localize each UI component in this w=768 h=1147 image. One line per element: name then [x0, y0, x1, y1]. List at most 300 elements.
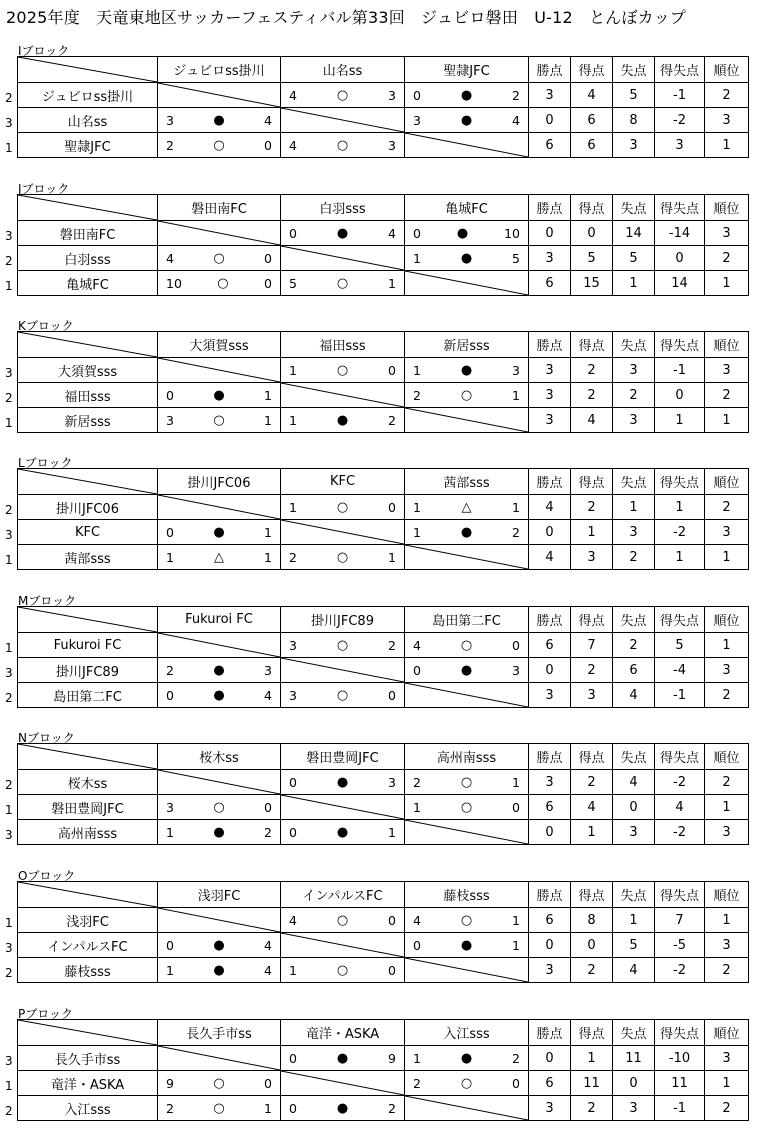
table-row: [18, 271, 749, 296]
match-score: [158, 550, 280, 565]
side-rank-number: 3: [5, 666, 13, 680]
stat-value: -2: [655, 108, 705, 133]
stat-value: 3: [571, 683, 613, 708]
stat-value: -4: [655, 658, 705, 683]
match-score: [405, 525, 528, 540]
table-row: [18, 795, 749, 820]
table-row: [18, 83, 749, 108]
stat-header: 勝点: [529, 607, 571, 633]
stat-value: 7: [571, 633, 613, 658]
diagonal-slash: [281, 246, 404, 270]
result-mark: ●: [213, 962, 225, 978]
goals-for: 0: [413, 662, 421, 678]
result-mark: ●: [460, 662, 473, 678]
side-rank-number: 1: [5, 416, 13, 430]
stat-header: 失点: [613, 195, 655, 221]
self-match-cell: [405, 271, 529, 296]
match-result-cell: [281, 221, 405, 246]
diagonal-slash: [405, 1096, 528, 1120]
side-rank-number: 3: [5, 528, 13, 542]
result-mark: ●: [460, 250, 473, 266]
goals-against: 0: [388, 499, 396, 515]
diagonal-slash: [18, 469, 157, 494]
stat-value: -1: [655, 683, 705, 708]
stat-value: 5: [613, 933, 655, 958]
goals-against: 5: [512, 250, 520, 266]
match-result-cell: [405, 933, 529, 958]
stat-value: 15: [571, 271, 613, 296]
stat-value: 3: [705, 933, 749, 958]
result-mark: ●: [460, 1050, 473, 1066]
diagonal-slash: [281, 933, 404, 957]
stat-header: 勝点: [529, 195, 571, 221]
table-row: [18, 408, 749, 433]
result-mark: ○: [336, 499, 349, 515]
table-row: [18, 958, 749, 983]
match-score: [281, 963, 404, 978]
diagonal-slash: [158, 770, 280, 794]
result-mark: ●: [336, 824, 349, 840]
stat-value: 0: [613, 795, 655, 820]
match-score: [405, 88, 528, 103]
goals-for: 0: [413, 225, 421, 241]
diagonal-slash: [405, 271, 528, 295]
table-row: [18, 820, 749, 845]
side-rank-number: 3: [5, 828, 13, 842]
column-team-header: ジュビロss掛川: [158, 57, 281, 83]
match-score: [405, 500, 528, 515]
match-result-cell: [281, 271, 405, 296]
row-team-name: 新居sss: [18, 408, 158, 433]
stat-header: 得失点: [655, 195, 705, 221]
result-mark: ○: [336, 637, 349, 653]
match-result-cell: [158, 820, 281, 845]
match-result-cell: [405, 658, 529, 683]
column-team-header: 福田sss: [281, 332, 405, 358]
stat-value: 2: [613, 383, 655, 408]
table-row: [18, 1046, 749, 1071]
stat-value: 3: [613, 1096, 655, 1121]
stat-header: 失点: [613, 332, 655, 358]
diagonal-slash: [18, 57, 157, 82]
match-result-cell: [405, 770, 529, 795]
stat-value: 2: [571, 358, 613, 383]
stat-value: 2: [571, 658, 613, 683]
match-score: [405, 1051, 528, 1066]
stat-value: 4: [529, 545, 571, 570]
match-score: [405, 388, 528, 403]
match-result-cell: [158, 933, 281, 958]
block: [0, 454, 768, 574]
self-match-cell: [405, 1096, 529, 1121]
match-result-cell: [158, 246, 281, 271]
stat-value: 6: [529, 795, 571, 820]
stat-value: -2: [655, 820, 705, 845]
goals-against: 1: [388, 824, 396, 840]
corner-cell: [18, 195, 158, 221]
stat-value: 6: [529, 271, 571, 296]
stat-value: 0: [655, 383, 705, 408]
match-result-cell: [158, 383, 281, 408]
side-rank-number: 1: [5, 1079, 13, 1093]
stat-value: 4: [571, 83, 613, 108]
column-team-header: 藤枝sss: [405, 882, 529, 908]
goals-for: 0: [289, 1100, 297, 1116]
goals-for: 1: [289, 499, 297, 515]
result-mark: ●: [460, 87, 473, 103]
goals-against: 1: [512, 499, 520, 515]
stat-value: 1: [571, 1046, 613, 1071]
stat-value: 1: [705, 545, 749, 570]
row-team-name: 入江sss: [18, 1096, 158, 1121]
goals-for: 1: [413, 524, 421, 540]
column-team-header: 入江sss: [405, 1020, 529, 1046]
block: [0, 317, 768, 437]
stat-header: 失点: [613, 882, 655, 908]
diagonal-slash: [18, 332, 157, 357]
result-mark: ●: [460, 362, 473, 378]
self-match-cell: [281, 1071, 405, 1096]
goals-for: 3: [289, 687, 297, 703]
diagonal-slash: [18, 744, 157, 769]
result-mark: ●: [336, 412, 349, 428]
block-label: Kブロック: [18, 319, 74, 333]
stat-header: 得点: [571, 607, 613, 633]
block-table: [17, 194, 749, 296]
goals-for: 4: [413, 637, 421, 653]
stat-value: 1: [613, 271, 655, 296]
self-match-cell: [405, 958, 529, 983]
self-match-cell: [281, 658, 405, 683]
goals-for: 0: [166, 937, 174, 953]
header-row: [18, 1020, 749, 1046]
stat-value: 3: [613, 358, 655, 383]
match-score: [158, 525, 280, 540]
stat-value: 3: [613, 820, 655, 845]
stat-header: 勝点: [529, 744, 571, 770]
side-rank-number: 3: [5, 116, 13, 130]
table-row: [18, 683, 749, 708]
match-score: [281, 413, 404, 428]
column-team-header: 竜洋・ASKA: [281, 1020, 405, 1046]
goals-for: 2: [166, 662, 174, 678]
stat-header: 勝点: [529, 469, 571, 495]
match-score: [281, 775, 404, 790]
header-row: [18, 744, 749, 770]
header-row: [18, 469, 749, 495]
column-team-header: 桜木ss: [158, 744, 281, 770]
result-mark: ●: [213, 112, 225, 128]
stat-header: 勝点: [529, 882, 571, 908]
match-result-cell: [405, 83, 529, 108]
diagonal-slash: [158, 221, 280, 245]
column-team-header: 磐田豊岡JFC: [281, 744, 405, 770]
stat-value: 3: [613, 133, 655, 158]
goals-against: 3: [512, 662, 520, 678]
stat-value: 1: [571, 520, 613, 545]
stat-value: 1: [655, 495, 705, 520]
stat-value: 3: [529, 1096, 571, 1121]
column-team-header: 白羽sss: [281, 195, 405, 221]
result-mark: △: [214, 549, 224, 565]
result-mark: ●: [460, 937, 473, 953]
header-row: [18, 57, 749, 83]
match-result-cell: [158, 1071, 281, 1096]
match-score: [281, 500, 404, 515]
self-match-cell: [405, 545, 529, 570]
stat-value: 3: [705, 520, 749, 545]
match-result-cell: [405, 358, 529, 383]
goals-against: 0: [388, 912, 396, 928]
stat-value: 8: [571, 908, 613, 933]
stat-value: 14: [613, 221, 655, 246]
corner-cell: [18, 1020, 158, 1046]
block-label: Iブロック: [18, 44, 70, 58]
result-mark: ●: [460, 112, 473, 128]
stat-value: 2: [571, 1096, 613, 1121]
row-team-name: 山名ss: [18, 108, 158, 133]
goals-against: 4: [264, 962, 272, 978]
goals-against: 2: [512, 524, 520, 540]
goals-against: 1: [264, 1100, 272, 1116]
diagonal-slash: [158, 495, 280, 519]
goals-against: 2: [388, 637, 396, 653]
stat-value: -2: [655, 770, 705, 795]
match-score: [281, 276, 404, 291]
result-mark: ○: [213, 250, 225, 266]
goals-for: 4: [289, 137, 297, 153]
column-team-header: KFC: [281, 469, 405, 495]
row-team-name: 白羽sss: [18, 246, 158, 271]
result-mark: ●: [213, 387, 225, 403]
stat-value: 11: [613, 1046, 655, 1071]
goals-for: 1: [289, 962, 297, 978]
goals-for: 1: [166, 549, 174, 565]
stat-value: 2: [705, 770, 749, 795]
stat-header: 勝点: [529, 57, 571, 83]
match-result-cell: [281, 495, 405, 520]
block-table: [17, 1019, 749, 1121]
match-result-cell: [405, 633, 529, 658]
match-score: [405, 800, 528, 815]
stat-value: 1: [613, 908, 655, 933]
match-result-cell: [281, 408, 405, 433]
match-result-cell: [158, 108, 281, 133]
self-match-cell: [281, 246, 405, 271]
match-score: [281, 88, 404, 103]
block-label: Lブロック: [18, 456, 73, 470]
diagonal-slash: [405, 683, 528, 707]
stat-value: 3: [613, 520, 655, 545]
match-score: [281, 688, 404, 703]
stat-header: 得失点: [655, 332, 705, 358]
table-row: [18, 383, 749, 408]
match-result-cell: [281, 633, 405, 658]
match-result-cell: [281, 908, 405, 933]
diagonal-slash: [18, 1020, 157, 1045]
stat-header: 得点: [571, 744, 613, 770]
row-team-name: Fukuroi FC: [18, 633, 158, 658]
stat-value: 2: [571, 495, 613, 520]
stat-value: 0: [571, 933, 613, 958]
table-row: [18, 108, 749, 133]
stat-value: 3: [613, 408, 655, 433]
stat-value: -14: [655, 221, 705, 246]
goals-for: 0: [289, 774, 297, 790]
stat-header: 得失点: [655, 607, 705, 633]
row-team-name: 藤枝sss: [18, 958, 158, 983]
match-score: [405, 363, 528, 378]
row-team-name: 島田第二FC: [18, 683, 158, 708]
column-team-header: 高州南sss: [405, 744, 529, 770]
goals-against: 0: [388, 687, 396, 703]
stat-value: 3: [529, 683, 571, 708]
result-mark: ○: [460, 1075, 473, 1091]
stat-value: -1: [655, 83, 705, 108]
block-table: [17, 468, 749, 570]
stat-value: 5: [571, 246, 613, 271]
stat-value: 2: [571, 770, 613, 795]
row-team-name: 竜洋・ASKA: [18, 1071, 158, 1096]
column-team-header: 大須賀sss: [158, 332, 281, 358]
block-table: [17, 743, 749, 845]
goals-for: 4: [413, 912, 421, 928]
self-match-cell: [281, 383, 405, 408]
goals-against: 2: [512, 1050, 520, 1066]
match-result-cell: [281, 1046, 405, 1071]
stat-value: 3: [705, 1046, 749, 1071]
stat-value: 3: [529, 358, 571, 383]
result-mark: ○: [460, 637, 473, 653]
match-result-cell: [281, 133, 405, 158]
stat-value: 3: [705, 108, 749, 133]
goals-against: 2: [388, 412, 396, 428]
match-result-cell: [158, 1096, 281, 1121]
stat-value: 3: [571, 545, 613, 570]
goals-for: 3: [166, 799, 174, 815]
stat-value: 8: [613, 108, 655, 133]
match-result-cell: [405, 221, 529, 246]
match-result-cell: [405, 108, 529, 133]
match-score: [158, 688, 280, 703]
diagonal-slash: [158, 358, 280, 382]
match-score: [158, 413, 280, 428]
row-team-name: 浅羽FC: [18, 908, 158, 933]
side-rank-number: 1: [5, 141, 13, 155]
stat-value: 2: [705, 83, 749, 108]
stat-value: 3: [705, 820, 749, 845]
stat-value: 4: [571, 408, 613, 433]
column-team-header: Fukuroi FC: [158, 607, 281, 633]
stat-value: 11: [655, 1071, 705, 1096]
goals-against: 1: [264, 524, 272, 540]
match-score: [281, 1051, 404, 1066]
stat-value: 0: [529, 1046, 571, 1071]
stat-header: 順位: [705, 469, 749, 495]
self-match-cell: [158, 770, 281, 795]
row-team-name: KFC: [18, 520, 158, 545]
result-mark: ○: [336, 549, 349, 565]
result-mark: ○: [217, 275, 229, 291]
block-table: [17, 606, 749, 708]
row-team-name: 磐田南FC: [18, 221, 158, 246]
match-score: [281, 138, 404, 153]
match-result-cell: [405, 246, 529, 271]
corner-cell: [18, 332, 158, 358]
match-result-cell: [405, 1046, 529, 1071]
result-mark: ●: [456, 225, 469, 241]
column-team-header: 聖隷JFC: [405, 57, 529, 83]
stat-value: 1: [705, 408, 749, 433]
stat-value: -2: [655, 958, 705, 983]
table-row: [18, 221, 749, 246]
goals-against: 3: [512, 362, 520, 378]
stat-value: 3: [705, 221, 749, 246]
self-match-cell: [405, 408, 529, 433]
goals-against: 4: [512, 112, 520, 128]
block-label: Jブロック: [18, 182, 70, 196]
page-title: 2025年度 天竜東地区サッカーフェスティバル第33回 ジュビロ磐田 U-12 とんぼカップ: [6, 8, 687, 27]
match-result-cell: [158, 683, 281, 708]
goals-for: 1: [413, 499, 421, 515]
block-label: Pブロック: [18, 1007, 73, 1021]
row-team-name: 掛川JFC06: [18, 495, 158, 520]
corner-cell: [18, 469, 158, 495]
stat-header: 勝点: [529, 332, 571, 358]
match-score: [405, 1076, 528, 1091]
side-rank-number: 3: [5, 941, 13, 955]
match-result-cell: [281, 770, 405, 795]
stat-value: 0: [529, 658, 571, 683]
match-score: [405, 663, 528, 678]
goals-against: 1: [512, 387, 520, 403]
goals-for: 0: [166, 387, 174, 403]
stat-value: 0: [571, 221, 613, 246]
diagonal-slash: [281, 108, 404, 132]
stat-header: 勝点: [529, 1020, 571, 1046]
stat-header: 得点: [571, 469, 613, 495]
match-score: [405, 775, 528, 790]
stat-value: 3: [529, 383, 571, 408]
row-team-name: 長久手市ss: [18, 1046, 158, 1071]
result-mark: ●: [213, 824, 225, 840]
result-mark: ○: [336, 687, 349, 703]
table-row: [18, 495, 749, 520]
goals-for: 0: [289, 1050, 297, 1066]
self-match-cell: [158, 633, 281, 658]
stat-value: 3: [529, 770, 571, 795]
goals-for: 0: [413, 937, 421, 953]
stat-value: 4: [613, 958, 655, 983]
goals-against: 9: [388, 1050, 396, 1066]
match-result-cell: [281, 545, 405, 570]
stat-value: -2: [655, 520, 705, 545]
diagonal-slash: [281, 383, 404, 407]
result-mark: ○: [336, 137, 349, 153]
table-row: [18, 933, 749, 958]
header-row: [18, 332, 749, 358]
stat-value: 2: [571, 383, 613, 408]
diagonal-slash: [281, 1071, 404, 1095]
match-result-cell: [281, 83, 405, 108]
goals-against: 4: [264, 937, 272, 953]
diagonal-slash: [405, 545, 528, 569]
self-match-cell: [281, 520, 405, 545]
result-mark: ○: [460, 912, 473, 928]
stat-value: 11: [571, 1071, 613, 1096]
table-row: [18, 545, 749, 570]
table-row: [18, 358, 749, 383]
